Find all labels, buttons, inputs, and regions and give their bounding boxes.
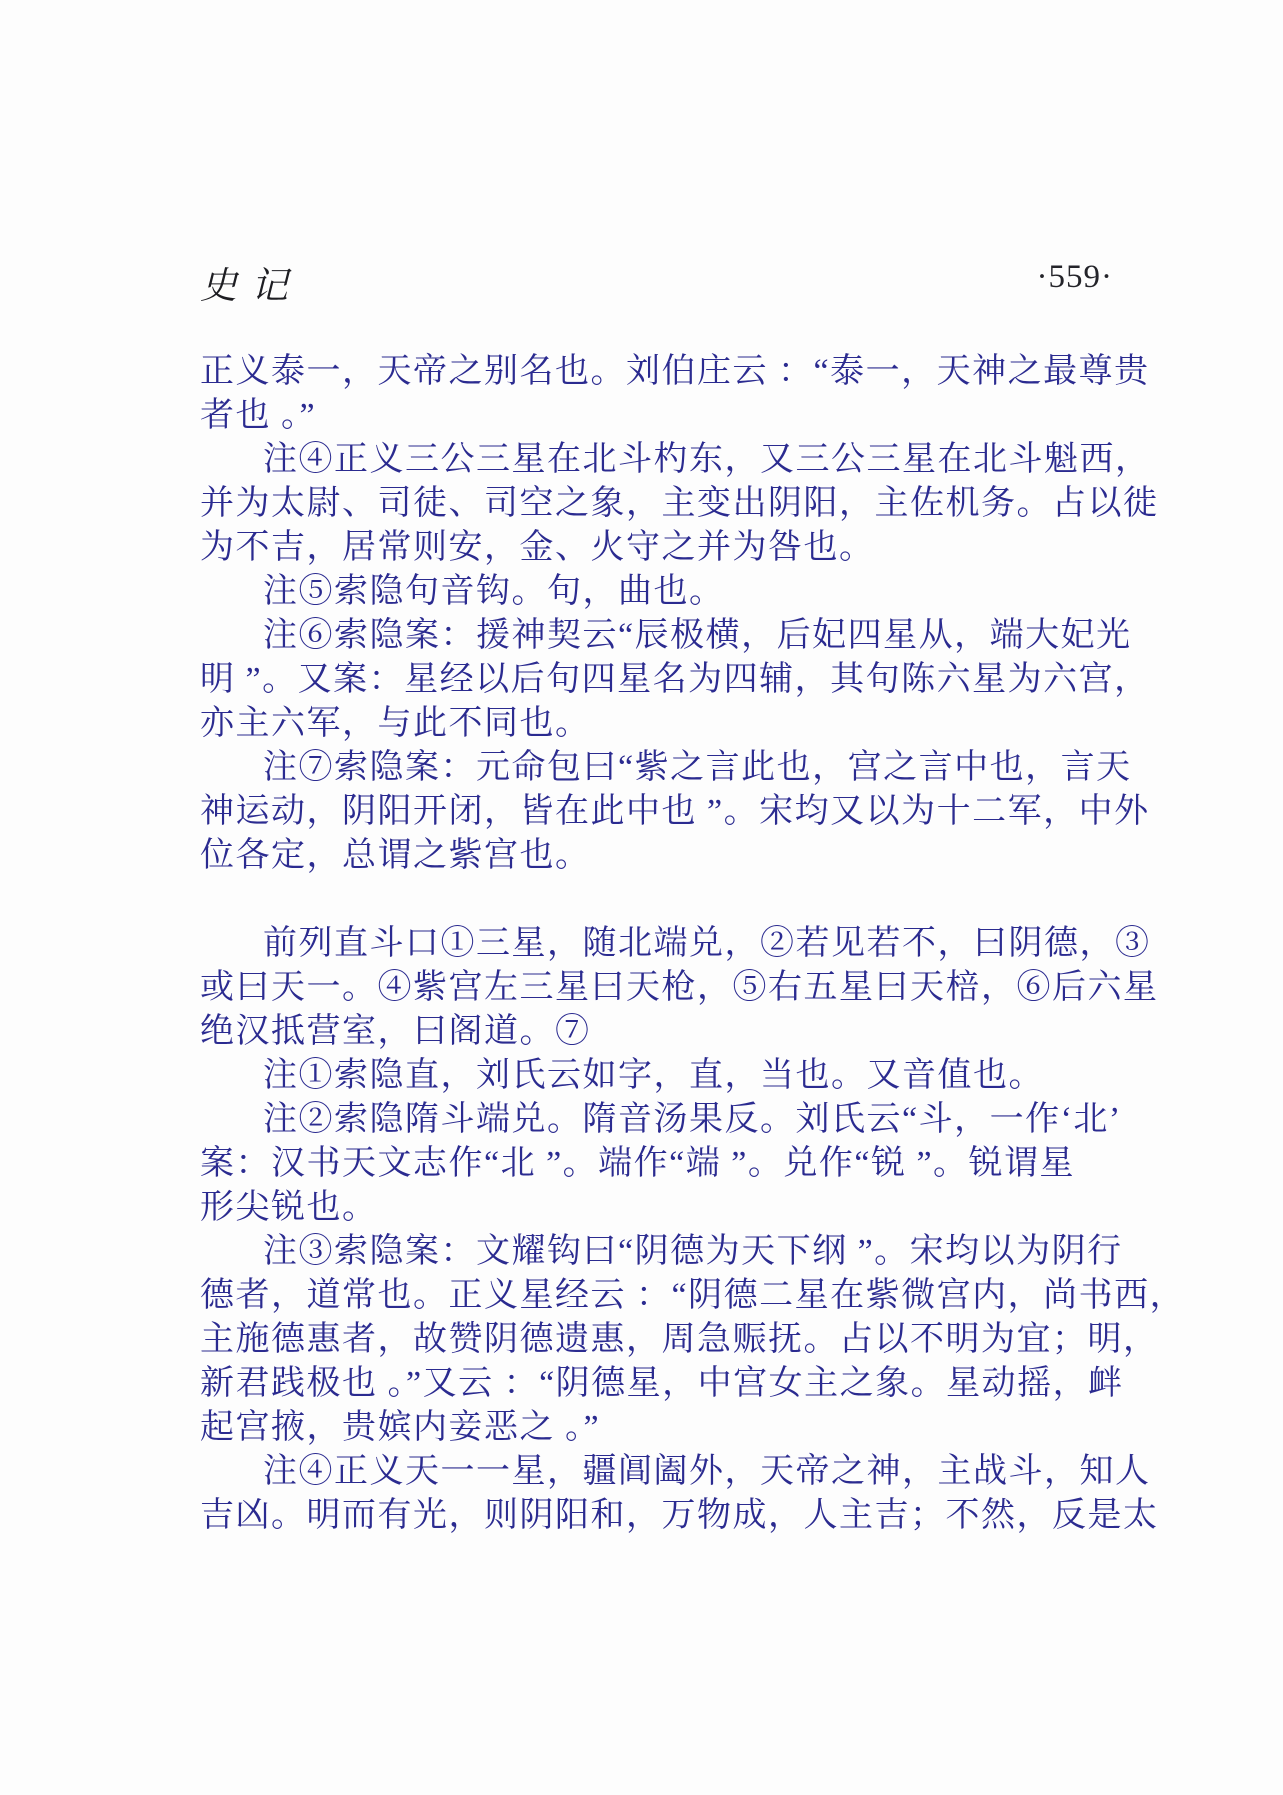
text-line: 亦主六军，与此不同也。 [200,705,591,742]
text-line: 注③索隐案：文耀钩曰“阴德为天下纲 ”。宋均以为阴行 [263,1233,1123,1270]
text-line: 注⑤索隐句音钩。句，曲也。 [263,573,725,610]
book-title: 史记 [200,266,302,307]
text-line: 并为太尉、司徒、司空之象，主变出阴阳，主佐机务。占以徙 [200,485,1159,522]
text-line: 绝汉抵营室，曰阁道。⑦ [200,1013,591,1050]
text-line: 注⑥索隐案：援神契云“辰极横，后妃四星从，端大妃光 [263,617,1132,654]
text-line: 新君践极也 。”又云 ：“阴德星，中宫女主之象。星动摇，衅 [200,1365,1124,1402]
text-body [200,350,1186,1538]
text-line: 德者，道常也。正义星经云 ：“阴德二星在紫微宫内，尚书西， [200,1277,1186,1314]
page-number: ·559· [1036,259,1113,295]
text-line: 注⑦索隐案：元命包曰“紫之言此也，宫之言中也，言天 [263,749,1132,786]
text-line: 正义泰一，天帝之别名也。刘伯庄云 ：“泰一，天神之最尊贵 [200,353,1150,390]
text-line: 注②索隐隋斗端兑。隋音汤果反。刘氏云“斗，一作‘北’ [263,1101,1122,1138]
text-line: 或曰天一。④紫宫左三星曰天枪，⑤右五星曰天棓，⑥后六星 [200,969,1159,1006]
text-line: 神运动，阴阳开闭，皆在此中也 ”。宋均又以为十二军，中外 [200,793,1150,830]
text-line: 形尖锐也。 [200,1189,378,1226]
paragraph-block [200,350,1159,878]
text-line: 吉凶。明而有光，则阴阳和，万物成，人主吉；不然，反是太 [200,1497,1159,1534]
text-line: 注④正义三公三星在北斗杓东，又三公三星在北斗魁西， [263,441,1151,478]
page-header [200,255,1113,307]
text-line: 注④正义天一一星，疆阊阖外，天帝之神，主战斗，知人 [263,1453,1151,1490]
text-line: 注①索隐直，刘氏云如字，直，当也。又音值也。 [263,1057,1044,1094]
text-line: 明 ”。又案：星经以后句四星名为四辅，其句陈六星为六宫， [200,661,1150,698]
text-line: 为不吉，居常则安，金、火守之并为咎也。 [200,529,875,566]
paragraph-block [200,922,1186,1538]
text-line: 起宫掖，贵嫔内妾恶之 。” [200,1409,601,1446]
text-line: 案：汉书天文志作“北 ”。端作“端 ”。兑作“锐 ”。锐谓星 [200,1145,1076,1182]
text-line: 前列直斗口①三星，随北端兑，②若见若不，曰阴德，③ [263,925,1151,962]
text-line: 位各定，总谓之紫宫也。 [200,837,591,874]
text-line: 主施德惠者，故赞阴德遗惠，周急赈抚。占以不明为宜；明， [200,1321,1159,1358]
text-line: 者也 。” [200,397,317,434]
